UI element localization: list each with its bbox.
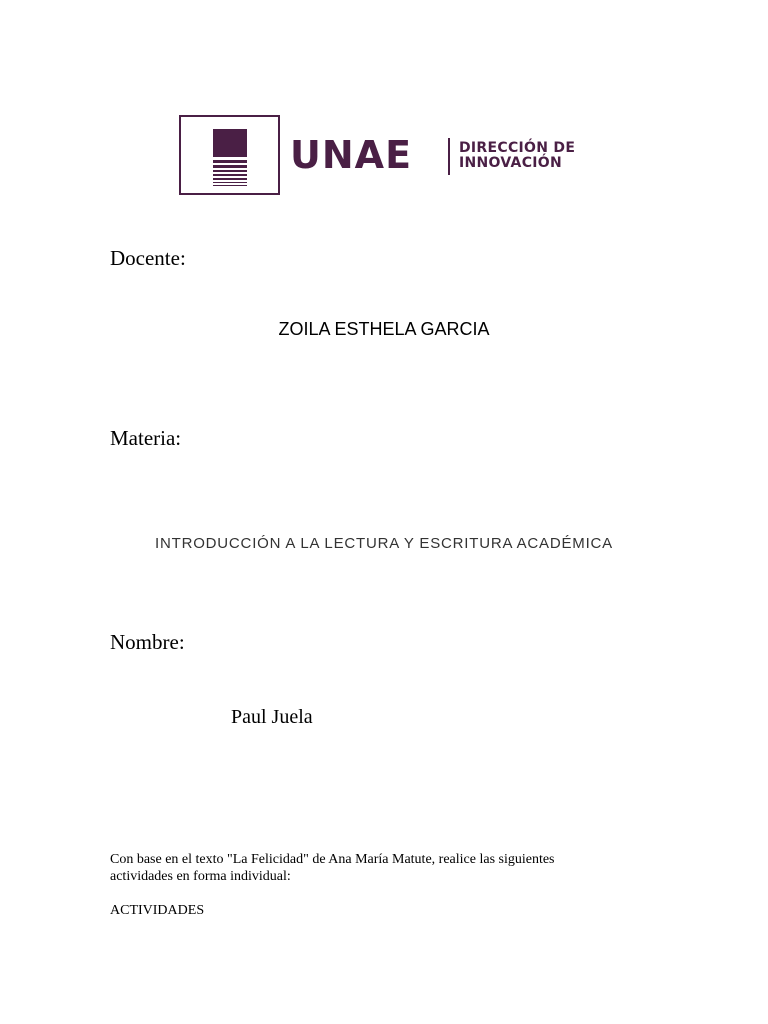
materia-label: Materia: [110, 426, 182, 450]
logo-square-icon [213, 129, 247, 157]
instruction-line-1: Con base en el texto "La Felicidad" de Ana María Matute, realice las siguientes [110, 852, 555, 867]
logo-wordmark: UNAE [290, 133, 413, 177]
instruction-paragraph [110, 851, 630, 885]
unae-logo-emblem [179, 115, 280, 195]
activities-heading: ACTIVIDADES [110, 903, 205, 918]
docente-label: Docente: [110, 246, 186, 270]
nombre-value: Paul Juela [231, 706, 313, 728]
nombre-label: Nombre: [110, 630, 185, 654]
materia-value: INTRODUCCIÓN A LA LECTURA Y ESCRITURA ACADÉMICA [155, 535, 613, 552]
instruction-line-2: actividades en forma individual: [110, 869, 291, 884]
logo-subtitle [459, 141, 575, 171]
docente-value: ZOILA ESTHELA GARCIA [278, 319, 490, 339]
logo-subtitle-line2: INNOVACIÓN [459, 155, 562, 171]
logo-lines-icon [213, 160, 247, 188]
logo-divider [448, 138, 450, 175]
logo-subtitle-line1: DIRECCIÓN DE [459, 140, 576, 156]
